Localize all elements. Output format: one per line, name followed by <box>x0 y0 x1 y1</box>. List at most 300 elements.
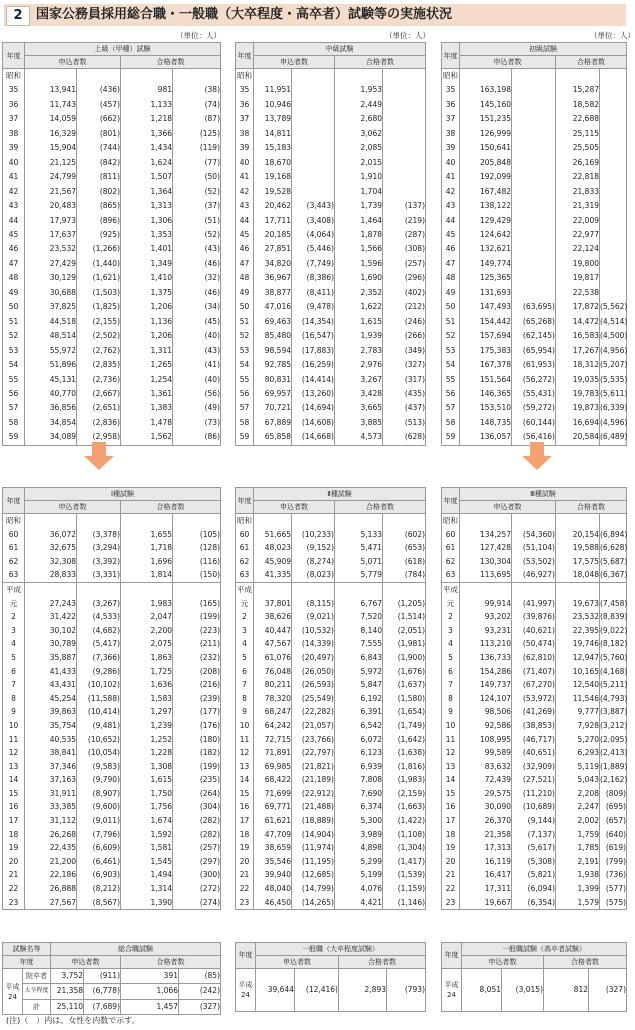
applicants-value: 151,235 <box>460 112 512 126</box>
passers-female: (40) <box>173 373 221 387</box>
table-row <box>442 719 627 733</box>
passers-female: (799) <box>600 855 627 869</box>
applicants-value: 15,904 <box>25 141 77 155</box>
passers-value: 1,938 <box>556 868 600 882</box>
year-header: 年度 <box>236 488 254 514</box>
passers-value: 1,306 <box>121 214 173 228</box>
applicants-value: 37,346 <box>25 760 77 774</box>
table-row <box>442 271 627 285</box>
applicants-value: 16,329 <box>25 127 77 141</box>
applicants-value: 23,532 <box>25 242 77 256</box>
passers-value: 5,779 <box>335 568 383 582</box>
year-cell: 36 <box>442 98 460 112</box>
applicants-female: (16,547) <box>292 329 335 343</box>
year-cell: 61 <box>3 541 25 555</box>
passers-value: 22,395 <box>556 624 600 638</box>
applicants-female: (2,736) <box>77 373 121 387</box>
passers-value: 22,009 <box>556 214 600 228</box>
applicants-female: (9,478) <box>292 300 335 314</box>
applicants-value: 51,665 <box>254 528 292 542</box>
applicants-female: (22,912) <box>292 787 335 801</box>
empty-cell <box>254 582 292 596</box>
applicants-value: 138,122 <box>460 199 512 213</box>
table-row <box>236 344 426 358</box>
empty-cell <box>77 582 121 596</box>
year-cell: 11 <box>3 733 25 747</box>
applicants-value: 32,308 <box>25 555 77 569</box>
table-row <box>236 112 426 126</box>
table-row <box>3 719 221 733</box>
era-label: 昭和 <box>236 69 254 84</box>
passers-value: 2,783 <box>335 344 383 358</box>
year-cell: 14 <box>442 773 460 787</box>
applicants-female: (14,668) <box>292 430 335 445</box>
table-row <box>3 882 221 896</box>
passers-female <box>600 156 627 170</box>
passers-female: (8,182) <box>600 637 627 651</box>
applicants-female <box>512 112 556 126</box>
applicants-female <box>292 170 335 184</box>
table-row <box>3 373 221 387</box>
passers-female: (1,981) <box>383 637 426 651</box>
passers-value: 1,759 <box>556 828 600 842</box>
year-cell: 17 <box>3 814 25 828</box>
year-cell: 44 <box>3 214 25 228</box>
year-cell: 40 <box>3 156 25 170</box>
passers-value: 1,349 <box>121 257 173 271</box>
empty-cell <box>25 514 77 528</box>
passers-female: (85) <box>179 969 221 984</box>
table-row <box>236 373 426 387</box>
passers-value: 20,584 <box>556 430 600 445</box>
passers-female <box>600 127 627 141</box>
era-label: 昭和 <box>442 69 460 84</box>
applicants-value: 3,752 <box>51 969 84 984</box>
applicants-female: (5,446) <box>292 242 335 256</box>
table-row <box>442 637 627 651</box>
table-row <box>3 98 221 112</box>
table-row <box>442 733 627 747</box>
applicants-female: (9,144) <box>512 814 556 828</box>
passers-female: (282) <box>173 814 221 828</box>
table-row <box>236 286 426 300</box>
passers-value: 22,977 <box>556 228 600 242</box>
passers-header: 合格者数 <box>121 956 221 969</box>
passers-header: 合格者数 <box>335 501 426 514</box>
passers-female: (2,095) <box>600 733 627 747</box>
passers-female: (435) <box>383 387 426 401</box>
applicants-female: (7,796) <box>77 828 121 842</box>
passers-value: 4,076 <box>335 882 383 896</box>
passers-value: 1,622 <box>335 300 383 314</box>
passers-value: 1,583 <box>121 692 173 706</box>
year-cell: 21 <box>442 868 460 882</box>
applicants-value: 48,040 <box>254 882 292 896</box>
passers-value: 1,390 <box>121 896 173 910</box>
empty-cell <box>600 69 627 84</box>
table-row <box>236 678 426 692</box>
applicants-value: 64,242 <box>254 719 292 733</box>
applicants-value: 80,211 <box>254 678 292 692</box>
table-row <box>3 242 221 256</box>
applicants-value: 51,896 <box>25 358 77 372</box>
passers-female: (208) <box>173 665 221 679</box>
applicants-female: (8,411) <box>292 286 335 300</box>
exam-name: 初級試験 <box>460 43 627 56</box>
passers-value: 1,545 <box>121 855 173 869</box>
applicants-female: (9,583) <box>77 760 121 774</box>
table-row <box>3 733 221 747</box>
applicants-value: 40,535 <box>25 733 77 747</box>
applicants-female: (1,621) <box>77 271 121 285</box>
passers-value: 1,136 <box>121 315 173 329</box>
applicants-value: 27,567 <box>25 896 77 910</box>
year-cell: 56 <box>3 387 25 401</box>
passers-female: (297) <box>173 855 221 869</box>
table-row <box>442 127 627 141</box>
applicants-value: 151,564 <box>460 373 512 387</box>
applicants-value: 32,675 <box>25 541 77 555</box>
passers-value: 1,690 <box>335 271 383 285</box>
table-row <box>3 665 221 679</box>
applicants-value: 148,735 <box>460 416 512 430</box>
year-cell: 36 <box>236 98 254 112</box>
passers-female: (618) <box>383 555 426 569</box>
passers-value: 1,704 <box>335 185 383 199</box>
year-cell: 52 <box>442 329 460 343</box>
applicants-female: (10,414) <box>77 705 121 719</box>
applicants-female: (802) <box>77 185 121 199</box>
empty-cell <box>556 514 600 528</box>
table-row <box>236 300 426 314</box>
applicants-female: (11,210) <box>512 787 556 801</box>
passers-value: 1,218 <box>121 112 173 126</box>
table-row <box>442 156 627 170</box>
era-row <box>3 69 221 84</box>
year-cell: 63 <box>236 568 254 582</box>
empty-cell <box>600 514 627 528</box>
applicants-female: (61,953) <box>512 358 556 372</box>
applicants-female <box>512 242 556 256</box>
passers-value: 1,494 <box>121 868 173 882</box>
passers-female: (349) <box>383 344 426 358</box>
passers-female: (5,207) <box>600 358 627 372</box>
passers-female: (272) <box>173 882 221 896</box>
year-cell: 元 <box>3 597 25 611</box>
applicants-female: (925) <box>77 228 121 242</box>
table-row <box>3 387 221 401</box>
empty-cell <box>335 514 383 528</box>
passers-female: (5,611) <box>600 387 627 401</box>
table-row <box>3 541 221 555</box>
applicants-female: (10,652) <box>77 733 121 747</box>
exam-name: Ⅰ種試験 <box>25 488 221 501</box>
passers-value: 1,361 <box>121 387 173 401</box>
passers-value: 19,673 <box>556 597 600 611</box>
exam-name: Ⅲ種試験 <box>460 488 627 501</box>
applicants-value: 134,257 <box>460 528 512 542</box>
exam-name: 総合職試験 <box>51 943 221 956</box>
year-cell: 22 <box>442 882 460 896</box>
passers-female: (2,051) <box>383 624 426 638</box>
applicants-value: 31,112 <box>25 814 77 828</box>
applicants-female: (50,474) <box>512 637 556 651</box>
passers-female: (239) <box>173 692 221 706</box>
table-row <box>236 141 426 155</box>
applicants-value: 124,107 <box>460 692 512 706</box>
passers-female: (736) <box>600 868 627 882</box>
table-row <box>3 828 221 842</box>
applicants-female: (8,386) <box>292 271 335 285</box>
year-cell: 48 <box>3 271 25 285</box>
applicants-value: 38,659 <box>254 841 292 855</box>
applicants-female: (14,608) <box>292 416 335 430</box>
applicants-value: 20,462 <box>254 199 292 213</box>
passers-female: (1,900) <box>383 651 426 665</box>
table-row <box>442 541 627 555</box>
applicants-value: 163,198 <box>460 83 512 97</box>
year-cell: 43 <box>236 199 254 213</box>
passers-female <box>600 214 627 228</box>
table-row <box>3 678 221 692</box>
year-cell: 16 <box>3 800 25 814</box>
passers-value: 2,680 <box>335 112 383 126</box>
applicants-female: (2,835) <box>77 358 121 372</box>
year-cell: 39 <box>442 141 460 155</box>
applicants-value: 48,514 <box>25 329 77 343</box>
table-row <box>3 228 221 242</box>
year-cell: 18 <box>236 828 254 842</box>
passers-female: (116) <box>173 555 221 569</box>
passers-value: 1,596 <box>335 257 383 271</box>
applicants-value: 76,048 <box>254 665 292 679</box>
applicants-female: (62,810) <box>512 651 556 665</box>
empty-cell <box>383 69 426 84</box>
applicants-header: 申込者数 <box>460 56 556 69</box>
era-row <box>236 69 426 84</box>
passers-value: 1,983 <box>121 597 173 611</box>
passers-female: (1,816) <box>383 760 426 774</box>
passers-value: 1,457 <box>121 999 179 1014</box>
applicants-value: 68,422 <box>254 773 292 787</box>
passers-value: 2,976 <box>335 358 383 372</box>
table-row <box>3 528 221 542</box>
table-row <box>3 896 221 910</box>
passers-female: (575) <box>600 896 627 910</box>
year-cell: 49 <box>236 286 254 300</box>
passers-female: (1,422) <box>383 814 426 828</box>
era-label: 平成 <box>3 582 25 596</box>
applicants-female: (9,011) <box>77 814 121 828</box>
year-cell: 2 <box>442 610 460 624</box>
year-cell: 37 <box>236 112 254 126</box>
applicants-female: (59,272) <box>512 401 556 415</box>
passers-header: 合格者数 <box>335 56 426 69</box>
applicants-value: 35,546 <box>254 855 292 869</box>
passers-value: 2,208 <box>556 787 600 801</box>
passers-female: (2,413) <box>600 746 627 760</box>
passers-female: (1,159) <box>383 882 426 896</box>
era-label: 平成 <box>236 582 254 596</box>
applicants-female: (2,762) <box>77 344 121 358</box>
applicants-value: 21,358 <box>460 828 512 842</box>
applicants-value: 36,072 <box>25 528 77 542</box>
table-row <box>236 882 426 896</box>
applicants-value: 71,891 <box>254 746 292 760</box>
applicants-female: (41,997) <box>512 597 556 611</box>
applicants-value: 108,995 <box>460 733 512 747</box>
applicants-value: 47,016 <box>254 300 292 314</box>
table-row <box>442 199 627 213</box>
applicants-female: (3,378) <box>77 528 121 542</box>
table-row <box>236 828 426 842</box>
year-cell: 19 <box>236 841 254 855</box>
passers-female: (4,168) <box>600 665 627 679</box>
applicants-female: (9,286) <box>77 665 121 679</box>
table-chukyu <box>235 42 426 446</box>
passers-female: (602) <box>383 528 426 542</box>
table-row <box>3 430 221 445</box>
passers-female: (9,022) <box>600 624 627 638</box>
passers-female: (235) <box>173 773 221 787</box>
empty-cell <box>512 582 556 596</box>
table-row <box>442 828 627 842</box>
year-cell: 15 <box>3 787 25 801</box>
passers-female: (2,159) <box>383 787 426 801</box>
passers-value: 1,624 <box>121 156 173 170</box>
applicants-female: (10,102) <box>77 678 121 692</box>
applicants-female: (14,904) <box>292 828 335 842</box>
applicants-female: (12,685) <box>292 868 335 882</box>
passers-value: 22,688 <box>556 112 600 126</box>
empty-cell <box>121 582 173 596</box>
passers-value: 17,575 <box>556 555 600 569</box>
passers-value: 20,154 <box>556 528 600 542</box>
year-header: 年度 <box>236 43 254 69</box>
passers-value: 6,939 <box>335 760 383 774</box>
table-row <box>442 746 627 760</box>
applicants-female: (11,974) <box>292 841 335 855</box>
passers-header: 合格者数 <box>544 956 627 969</box>
applicants-value: 30,688 <box>25 286 77 300</box>
passers-female: (87) <box>173 112 221 126</box>
year-cell: 38 <box>236 127 254 141</box>
applicants-value: 46,450 <box>254 896 292 910</box>
passers-female: (43) <box>173 344 221 358</box>
year-cell: 56 <box>442 387 460 401</box>
year-cell: 58 <box>3 416 25 430</box>
year-cell: 55 <box>3 373 25 387</box>
applicants-female: (60,144) <box>512 416 556 430</box>
section-number: 2 <box>6 6 30 26</box>
year-cell: 35 <box>442 83 460 97</box>
era-label: 昭和 <box>3 69 25 84</box>
year-cell <box>442 969 462 1012</box>
year-cell: 53 <box>3 344 25 358</box>
passers-female <box>383 83 426 97</box>
year-cell: 10 <box>3 719 25 733</box>
year-cell: 17 <box>236 814 254 828</box>
passers-value: 1,366 <box>121 127 173 141</box>
year-cell: 38 <box>3 127 25 141</box>
year-cell: 59 <box>236 430 254 445</box>
applicants-female: (3,331) <box>77 568 121 582</box>
passers-value: 25,505 <box>556 141 600 155</box>
applicants-female: (40,621) <box>512 624 556 638</box>
year-cell: 12 <box>3 746 25 760</box>
applicants-female <box>512 98 556 112</box>
applicants-female: (3,443) <box>292 199 335 213</box>
applicants-value: 33,385 <box>25 800 77 814</box>
passers-female <box>600 141 627 155</box>
table-row <box>442 882 627 896</box>
passers-value: 1,364 <box>121 185 173 199</box>
passers-value: 12,947 <box>556 651 600 665</box>
table-row <box>236 896 426 910</box>
applicants-female: (18,889) <box>292 814 335 828</box>
passers-female: (52) <box>173 185 221 199</box>
applicants-value: 150,641 <box>460 141 512 155</box>
applicants-value: 22,435 <box>25 841 77 855</box>
applicants-female: (3,294) <box>77 541 121 555</box>
passers-female: (242) <box>179 984 221 999</box>
passers-value: 22,538 <box>556 286 600 300</box>
applicants-value: 34,820 <box>254 257 292 271</box>
passers-female: (1,304) <box>383 841 426 855</box>
year-cell: 57 <box>236 401 254 415</box>
year-cell: 54 <box>236 358 254 372</box>
year-cell: 41 <box>3 170 25 184</box>
year-cell: 53 <box>236 344 254 358</box>
applicants-female: (46,717) <box>512 733 556 747</box>
table-row <box>3 555 221 569</box>
year-cell: 59 <box>3 430 25 445</box>
year-cell: 43 <box>3 199 25 213</box>
passers-value: 8,140 <box>335 624 383 638</box>
applicants-value: 37,163 <box>25 773 77 787</box>
applicants-female: (1,825) <box>77 300 121 314</box>
applicants-female: (4,533) <box>77 610 121 624</box>
empty-cell <box>25 69 77 84</box>
passers-value: 1,814 <box>121 568 173 582</box>
year-cell: 9 <box>442 705 460 719</box>
applicants-value: 21,567 <box>25 185 77 199</box>
table-row <box>442 387 627 401</box>
applicants-value: 35,887 <box>25 651 77 665</box>
passers-value: 1,375 <box>121 286 173 300</box>
passers-value: 5,471 <box>335 541 383 555</box>
applicants-female: (3,392) <box>77 555 121 569</box>
passers-value: 1,636 <box>121 678 173 692</box>
passers-value: 1,581 <box>121 841 173 855</box>
applicants-female: (2,958) <box>77 430 121 445</box>
passers-female: (3,887) <box>600 705 627 719</box>
year-cell: 35 <box>3 83 25 97</box>
table-row <box>236 800 426 814</box>
applicants-female: (62,145) <box>512 329 556 343</box>
passers-female: (304) <box>173 800 221 814</box>
passers-female: (1,889) <box>600 760 627 774</box>
passers-female: (1,676) <box>383 665 426 679</box>
applicants-value: 13,941 <box>25 83 77 97</box>
applicants-female: (2,155) <box>77 315 121 329</box>
applicants-value: 21,200 <box>25 855 77 869</box>
table-row <box>236 719 426 733</box>
applicants-value: 26,268 <box>25 828 77 842</box>
applicants-female <box>512 127 556 141</box>
table-row <box>442 528 627 542</box>
passers-female: (5,535) <box>600 373 627 387</box>
